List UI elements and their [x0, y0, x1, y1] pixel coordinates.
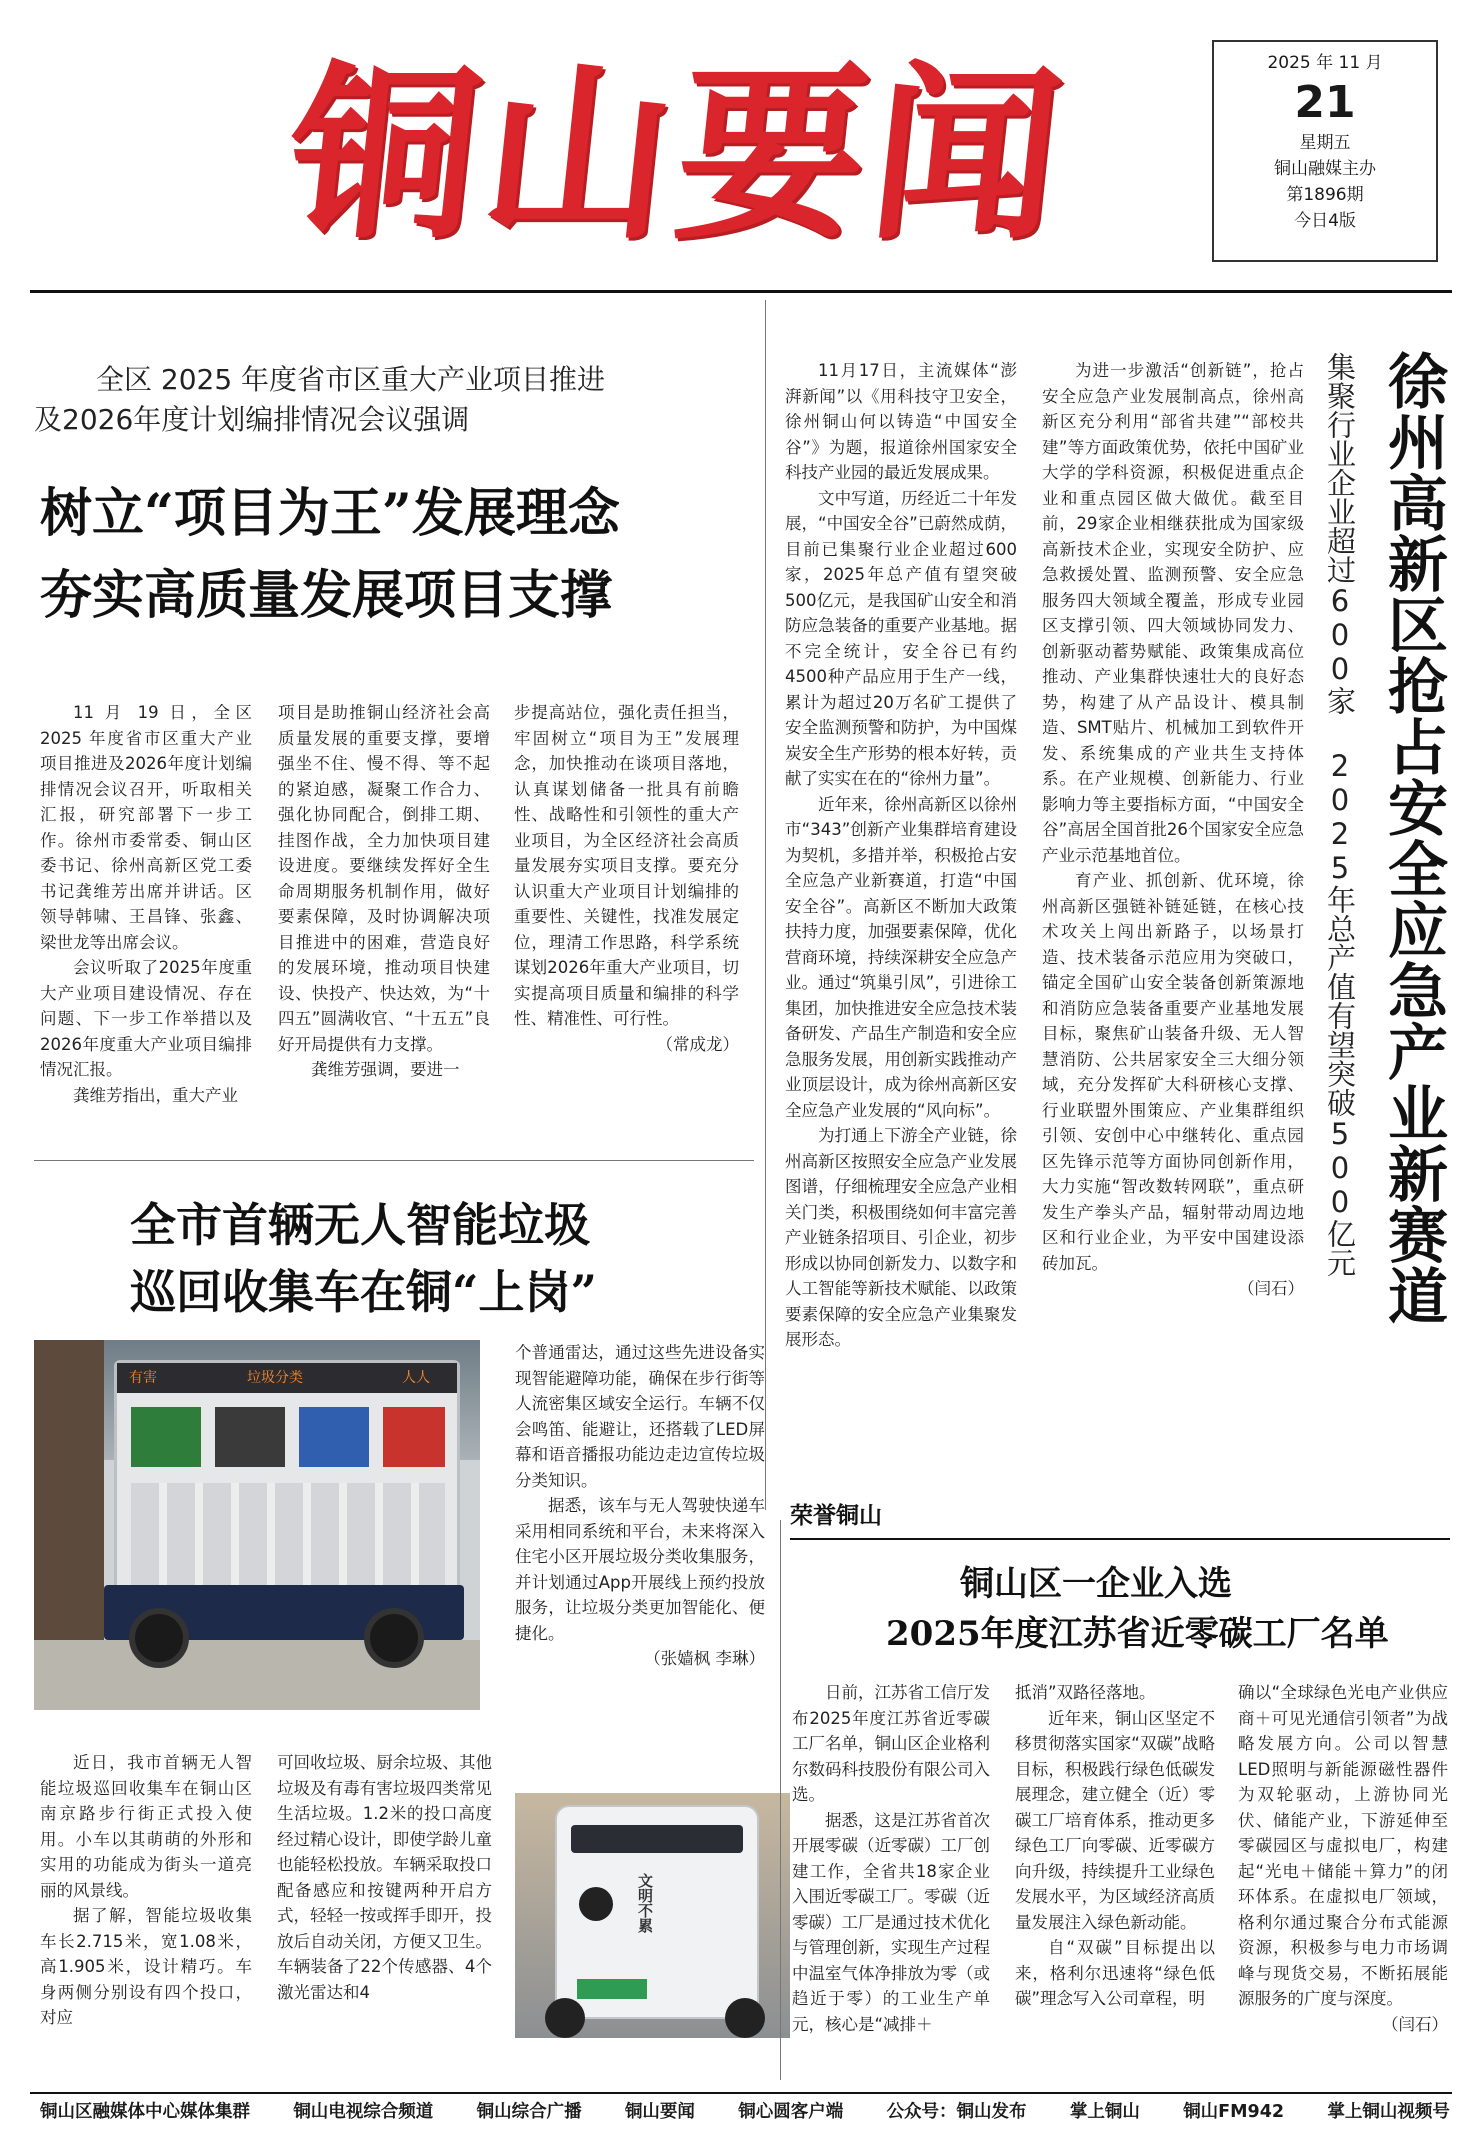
story4-headline-1: 铜山区一企业入选	[960, 1564, 1232, 1604]
paragraph: 为进一步激活“创新链”，抢占安全应急产业发展制高点，徐州高新区充分利用“部省共建”“部校共建”等方面政策优势，依托中国矿业大学的学科资源，积极促进重点企业和重点园区做大做优。截至目前，29家企业相继获批成为国家级高新技术企业，实现安全防护、应急救援处置、监测预警、安全应急服务四大领域全覆盖，形成专业园区支撑引领、四大领域协同发力、创新驱动蓄势赋能、政策集成高位推动、产业集群快速壮大的良好态势，构建了从产品设计、模具制造、SMT贴片、机械加工到软件开发、系统集成的产业共生支持体系。在产业规模、创新能力、行业影响力等主要指标方面，“中国安全谷”高居全国首批26个国家安全应急产业示范基地首位。	[1042, 361, 1304, 865]
story4-column-3	[1238, 1680, 1448, 2080]
section-label: 荣誉铜山	[790, 1503, 882, 1529]
bin-door-green-icon	[131, 1407, 201, 1467]
footer-outlets	[40, 2098, 1450, 2126]
story1-kicker-2: 及2026年度计划编排情况会议强调	[34, 403, 470, 436]
led-banner	[117, 1363, 457, 1393]
divider	[780, 1520, 781, 2080]
byline: （闫石）	[1238, 1279, 1304, 1298]
paragraph: 据悉，这是江苏省首次开展零碳（近零碳）工厂创建工作，全省共18家企业入围近零碳工厂。零碳（近零碳）工厂是通过技术优化与管理创新，实现生产过程中温室气体净排放为零（或趋近于零）的工业生产单元，核心是“减排＋	[792, 1810, 990, 2034]
truck-body	[555, 1805, 759, 2019]
footer-item: 公众号：铜山发布	[886, 2102, 1027, 2122]
masthead-rule	[30, 290, 1452, 293]
tree-trunk	[34, 1340, 104, 1670]
truck-front-photo	[515, 1793, 790, 2038]
story2-headline: 徐州高新区抢占安全应急产业新赛道	[1378, 350, 1448, 1326]
paragraph: 日前，江苏省工信厅发布2025年度江苏省近零碳工厂名单，铜山区企业格利尔数码科技股份有限公司入选。	[792, 1683, 990, 1804]
paragraph: 近年来，铜山区坚定不移贯彻落实国家“双碳”战略目标，积极践行绿色低碳发展理念，建立健全（近）零碳工厂培育体系，推动更多绿色工厂向零碳、近零碳方向升级，持续提升工业绿色发展水平，为区域经济高质量发展注入绿色新动能。	[1015, 1708, 1215, 1932]
section-rule	[790, 1538, 1450, 1540]
story3-headline-1: 全市首辆无人智能垃圾	[130, 1198, 590, 1252]
vehicle-panel-text: 文明不累	[636, 1873, 654, 1933]
paragraph: 自“双碳”目标提出以来，格利尔迅速将“绿色低碳”理念写入公司章程，明	[1015, 1938, 1215, 2008]
paragraph: 近日，我市首辆无人智能垃圾巡回收集车在铜山区南京路步行街正式投入使用。小车以其萌萌的外形和实用的功能成为街头一道亮丽的风景线。	[40, 1753, 252, 1900]
story2-column-2	[1042, 358, 1304, 1498]
bin-door-red-icon	[383, 1407, 445, 1467]
divider	[765, 300, 766, 1510]
paragraph: 会议听取了2025年度重大产业项目建设情况、存在问题、下一步工作举措以及2026年度重大产业项目编排情况汇报。	[40, 958, 252, 1079]
divider	[34, 1160, 754, 1161]
paragraph: 为打通上下游全产业链，徐州高新区按照安全应急产业发展图谱，仔细梳理安全应急产业相关门类，积极围绕如何丰富完善产业链条招项目、引企业，初步形成以协同创新发力、以数字和人工智能等新技术赋能、以政策要素保障的安全应急产业集聚发展形态。	[785, 1126, 1017, 1349]
paragraph: 龚维芳强调，要进一	[311, 1060, 460, 1079]
wheel-icon	[364, 1608, 424, 1668]
byline: （常成龙）	[656, 1034, 739, 1054]
page-count: 今日4版	[1294, 211, 1356, 231]
footer-item: 掌上铜山	[1069, 2102, 1140, 2122]
paragraph: 抵消”双路径落地。	[1015, 1683, 1156, 1702]
issue-number: 第1896期	[1286, 185, 1364, 205]
story1-headline-2: 夯实高质量发展项目支撑	[40, 565, 613, 626]
story1-kicker-1: 全区 2025 年度省市区重大产业项目推进	[96, 363, 606, 396]
truck-cabinet	[114, 1360, 460, 1611]
footer-item: 掌上铜山视频号	[1327, 2102, 1450, 2122]
led-text-left: 有害	[129, 1370, 157, 1386]
footer-item: 铜心圆客户端	[738, 2102, 844, 2122]
led-text-right: 人人	[402, 1370, 430, 1386]
story3-column-2	[277, 1750, 492, 2080]
truck-screen	[571, 1825, 743, 1853]
paragraph: 确以“全球绿色光电产业供应商＋可见光通信引领者”为战略发展方向。公司以智慧LED照明与新能源磁性器件为双轮驱动，上游协同光伏、储能产业，下游延伸至零碳园区与虚拟电厂，构建起“光电＋储能＋算力”的闭环体系。在虚拟电厂领域，格利尔通过聚合分布式能源资源，积极参与电力市场调峰与现货交易，不断拓展能源服务的广度与深度。	[1238, 1683, 1448, 2008]
footer-item: 铜山电视综合频道	[293, 2102, 434, 2122]
paragraph: 据悉，该车与无人驾驶快递车采用相同系统和平台，未来将深入住宅小区开展垃圾分类收集服务，并计划通过App开展线上预约投放服务，让垃圾分类更加智能化、便捷化。	[515, 1496, 765, 1643]
led-text-mid: 垃圾分类	[247, 1370, 303, 1386]
paragraph: 11 月 19 日，全区 2025 年度省市区重大产业项目推进及2026年度计划编排情况会议召开，听取相关汇报，研究部署下一步工作。徐州市委常委、铜山区委书记、徐州高新区党工委书记龚维芳出席并讲话。区领导韩啸、王昌锋、张鑫、梁世龙等出席会议。	[40, 703, 252, 952]
paragraph: 文中写道，历经近二十年发展，“中国安全谷”已蔚然成荫，目前已集聚行业企业超过600家，2025年总产值有望突破500亿元，是我国矿山安全和消防应急装备的重要产业基地。据不完全统计，安全谷已有约4500种产品应用于生产一线，累计为超过20万名矿工提供了安全监测预警和防护，为中国煤炭安全生产形势的根本好转，贡献了实实在在的“徐州力量”。	[785, 488, 1017, 788]
paragraph: 近年来，徐州高新区以徐州市“343”创新产业集群培育建设为契机，多措并举，积极抢占安全应急产业新赛道，打造“中国安全谷”。高新区不断加大政策扶持力度，加强要素保障，优化营商环境，持续深耕安全应急产业。通过“筑巢引凤”，引进徐工集团，加快推进安全应急技术装备研发、产品生产制造和安全应急服务发展，用创新实践推动产业顶层设计，成为徐州高新区安全应急产业发展的“风向标”。	[785, 794, 1017, 1120]
wheel-icon	[129, 1608, 189, 1668]
paragraph: 据了解，智能垃圾收集车长2.715米，宽1.08米，高1.905米，设计精巧。车身两侧分别设有四个投口，对应	[40, 1906, 252, 2027]
footer-item: 铜山FM942	[1183, 2102, 1285, 2122]
paragraph: 可回收垃圾、厨余垃圾、其他垃圾及有毒有害垃圾四类常见生活垃圾。1.2米的投口高度经过精心设计，即使学龄儿童也能轻松投放。车辆采取投口配备感应和按键两种开启方式，轻轻一按或挥手即开，投放后自动关闭，方便又卫生。车辆装备了22个传感器、4个激光雷达和4	[277, 1753, 492, 2002]
license-plate	[577, 1979, 647, 1999]
story1-column-1	[40, 700, 252, 1140]
date-box	[1212, 40, 1438, 262]
cabinet-panels	[131, 1483, 445, 1593]
masthead-title: 铜山要闻	[278, 44, 1078, 265]
bin-door-blue-icon	[299, 1407, 369, 1467]
paragraph: 个普通雷达，通过这些先进设备实现智能避障功能，确保在步行街等人流密集区域安全运行。车辆不仅会鸣笛、能避让，还搭载了LED屏幕和语音播报功能边走边宣传垃圾分类知识。	[515, 1343, 765, 1490]
paragraph: 龚维芳指出，重大产业	[73, 1085, 238, 1105]
garbage-truck-photo	[34, 1340, 480, 1710]
footer-rule	[30, 2092, 1452, 2094]
story3-headline-2: 巡回收集车在铜“上岗”	[130, 1265, 597, 1319]
logo-icon	[579, 1887, 613, 1921]
byline: （张嫱枫 李琳）	[644, 1649, 765, 1668]
footer-item: 铜山要闻	[624, 2102, 695, 2122]
paragraph: 11月17日，主流媒体“澎湃新闻”以《用科技守卫安全，徐州铜山何以铸造“中国安全谷”》为题，报道徐州国家安全科技产业园的最近发展成果。	[785, 361, 1017, 482]
story1-column-2	[278, 700, 490, 1140]
date-year-month: 2025 年 11 月	[1267, 53, 1383, 73]
byline: （闫石）	[1382, 2014, 1448, 2034]
organizer: 铜山融媒主办	[1274, 159, 1376, 179]
story4-column-1	[792, 1680, 990, 2080]
paragraph: 步提高站位，强化责任担当，牢固树立“项目为王”发展理念，加快推动在谈项目落地，认真谋划储备一批具有前瞻性、战略性和引领性的重大产业项目，为全区经济社会高质量发展夯实项目支撑。要充分认识重大产业项目计划编排的重要性、关键性，找准发展定位，理清工作思路，科学系统谋划2026年重大产业项目，切实提高项目质量和编排的科学性、精准性、可行性。	[514, 703, 739, 1028]
wheel-icon	[725, 1998, 765, 2038]
story1-column-3	[514, 700, 739, 1140]
story2-column-1	[785, 358, 1017, 1498]
story4-column-2	[1015, 1680, 1215, 2080]
wheel-icon	[545, 1998, 585, 2038]
footer-item: 铜山综合广播	[476, 2102, 582, 2122]
paragraph: 项目是助推铜山经济社会高质量发展的重要支撑，要增强坐不住、慢不得、等不起的紧迫感，凝聚工作合力、强化协同配合，倒排工期、挂图作战，全力加快项目建设进度。要继续发挥好全生命周期服务机制作用，做好要素保障，及时协调解决项目推进中的困难，营造良好的发展环境，推动项目快建设、快投产、快达效，为“十四五”圆满收官、“十五五”良好开局提供有力支撑。	[278, 703, 490, 1054]
paragraph: 育产业、抓创新、优环境，徐州高新区强链补链延链，在核心技术攻关上闯出新路子，以场景打造、技术装备示范应用为突破口，锚定全国矿山安全装备创新策源地和消防应急装备重要产业基地发展目标，聚焦矿山装备升级、无人智慧消防、公共居家安全三大细分领域，充分发挥矿大科研核心支撑、行业联盟外围策应、产业集群组织引领、安创中心中继转化、重点园区先锋示范等方面协同创新作用，大力实施“智改数转网联”，重点研发生产拳头产品，辐射带动周边地区和行业企业，为平安中国建设添砖加瓦。	[1042, 871, 1304, 1273]
footer-item: 铜山区融媒体中心媒体集群	[40, 2102, 250, 2122]
story4-headline-2: 2025年度江苏省近零碳工厂名单	[886, 1614, 1389, 1654]
story2-subheadline: 集聚行业企业超过600家 2025年总产值有望突破500亿元	[1323, 352, 1357, 1277]
story3-column-1	[40, 1750, 252, 2080]
date-day: 21	[1294, 77, 1356, 128]
story1-headline-1: 树立“项目为王”发展理念	[40, 483, 620, 544]
bin-door-grey-icon	[215, 1407, 285, 1467]
date-weekday: 星期五	[1299, 133, 1351, 153]
story3-right-column	[515, 1340, 765, 1780]
